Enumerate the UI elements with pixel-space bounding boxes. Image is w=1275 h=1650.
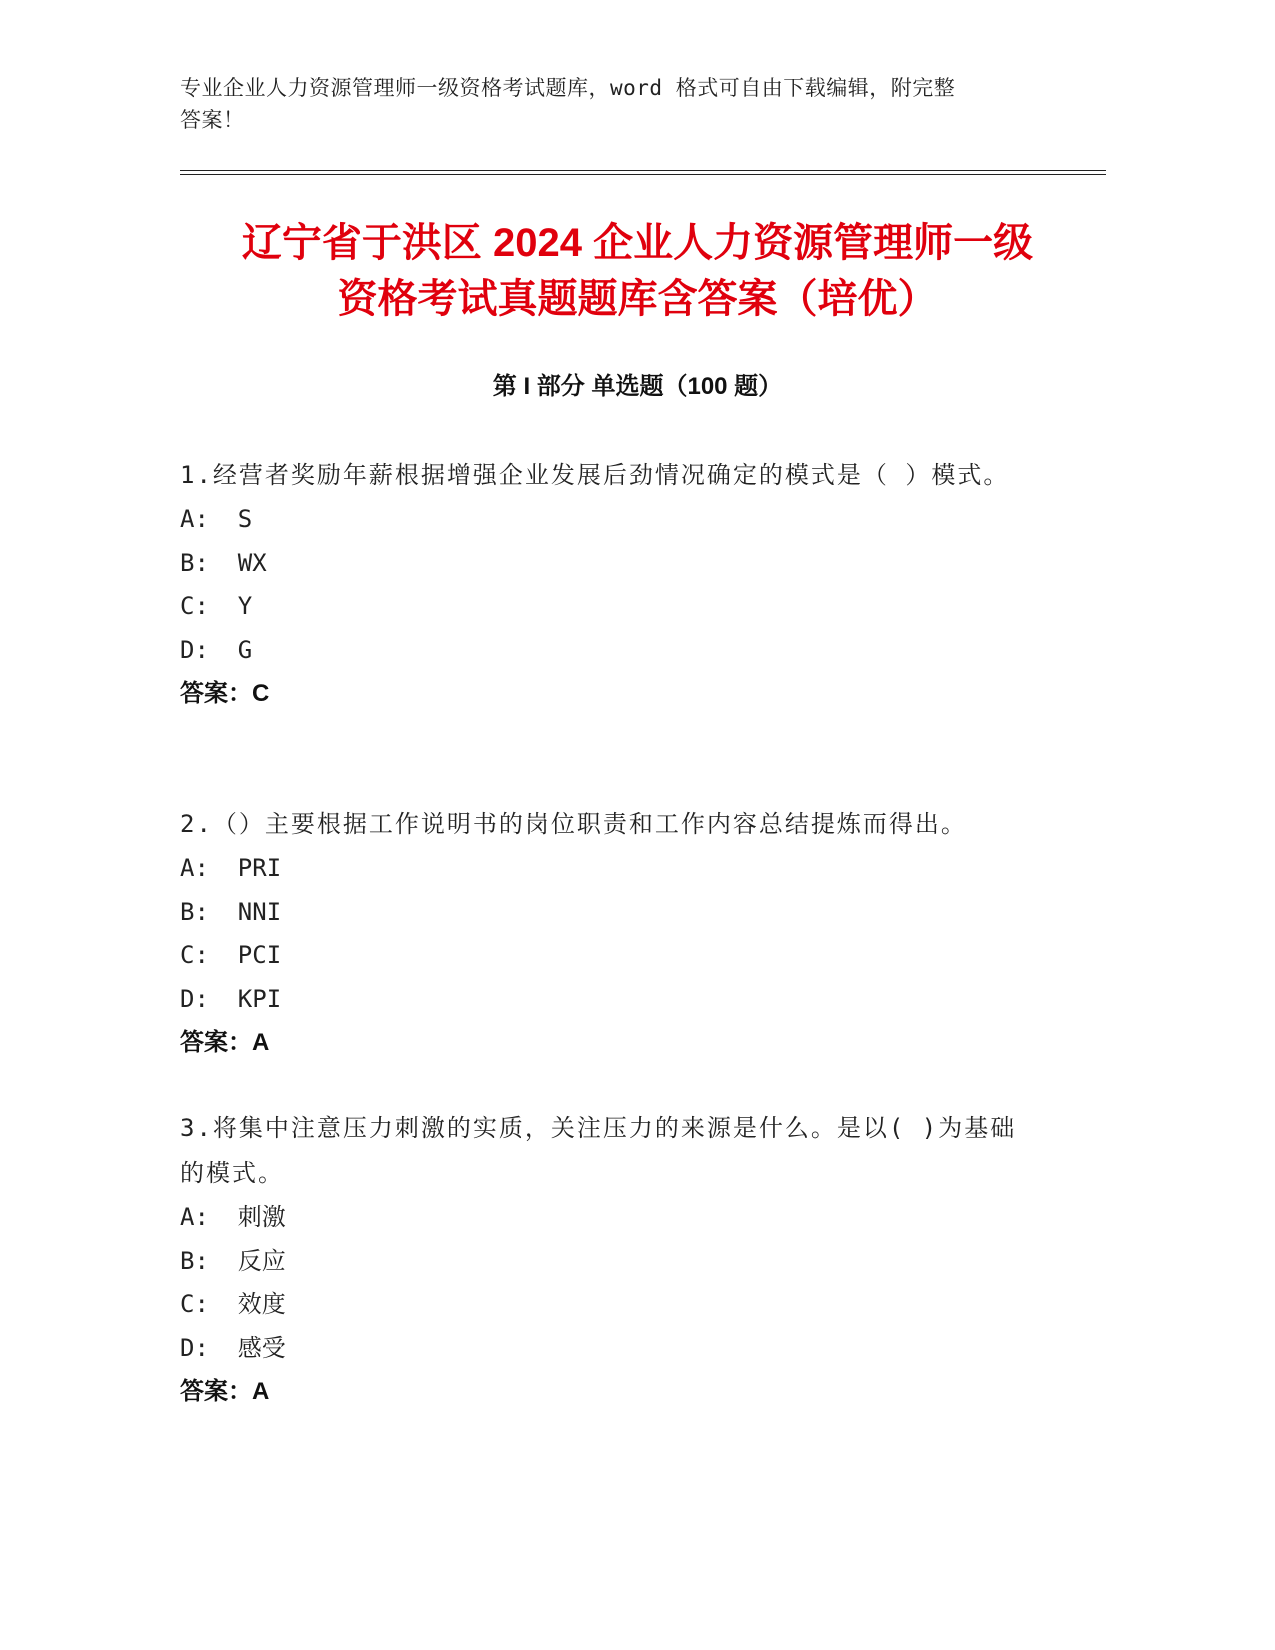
option-a: A: 刺激 [180,1203,286,1231]
section-title: 第 I 部分 单选题（100 题） [492,373,783,400]
option-a: A: S [180,505,253,533]
header-divider-bottom [180,174,1106,175]
option-b: B: WX [180,548,267,577]
question-3 [180,1106,1040,1414]
option-d: D: G [180,635,253,664]
header-note [180,72,1040,136]
answer-label: 答案：A [180,1378,270,1405]
header-divider-top [180,170,1106,171]
option-d: D: KPI [180,984,282,1013]
document-title-line-1: 辽宁省于洪区 2024 企业人力资源管理师一级 [241,221,1034,265]
option-c: C: 效度 [180,1290,286,1318]
option-b: B: 反应 [180,1246,286,1275]
answer-label: 答案：C [180,680,270,707]
document-title [150,215,1125,327]
option-b: B: NNI [180,897,282,926]
question-2 [180,802,1040,1065]
option-c: C: PCI [180,941,282,969]
option-a: A: PRI [180,854,282,882]
option-d: D: 感受 [180,1333,286,1362]
option-c: C: Y [180,592,253,620]
header-note-line-2: 答案！ [180,108,245,132]
question-1 [180,453,1040,716]
question-stem: 3.将集中注意压力刺激的实质，关注压力的来源是什么。是以( )为基础的模式。 [180,1114,1017,1187]
answer-label: 答案：A [180,1029,270,1056]
document-title-line-2: 资格考试真题题库含答案（培优） [337,277,938,321]
question-stem: 1.经营者奖励年薪根据增强企业发展后劲情况确定的模式是（ ）模式。 [180,461,1010,489]
header-note-line-1: 专业企业人力资源管理师一级资格考试题库，word 格式可自由下载编辑，附完整 [180,76,956,100]
question-stem: 2.（）主要根据工作说明书的岗位职责和工作内容总结提炼而得出。 [180,810,967,838]
